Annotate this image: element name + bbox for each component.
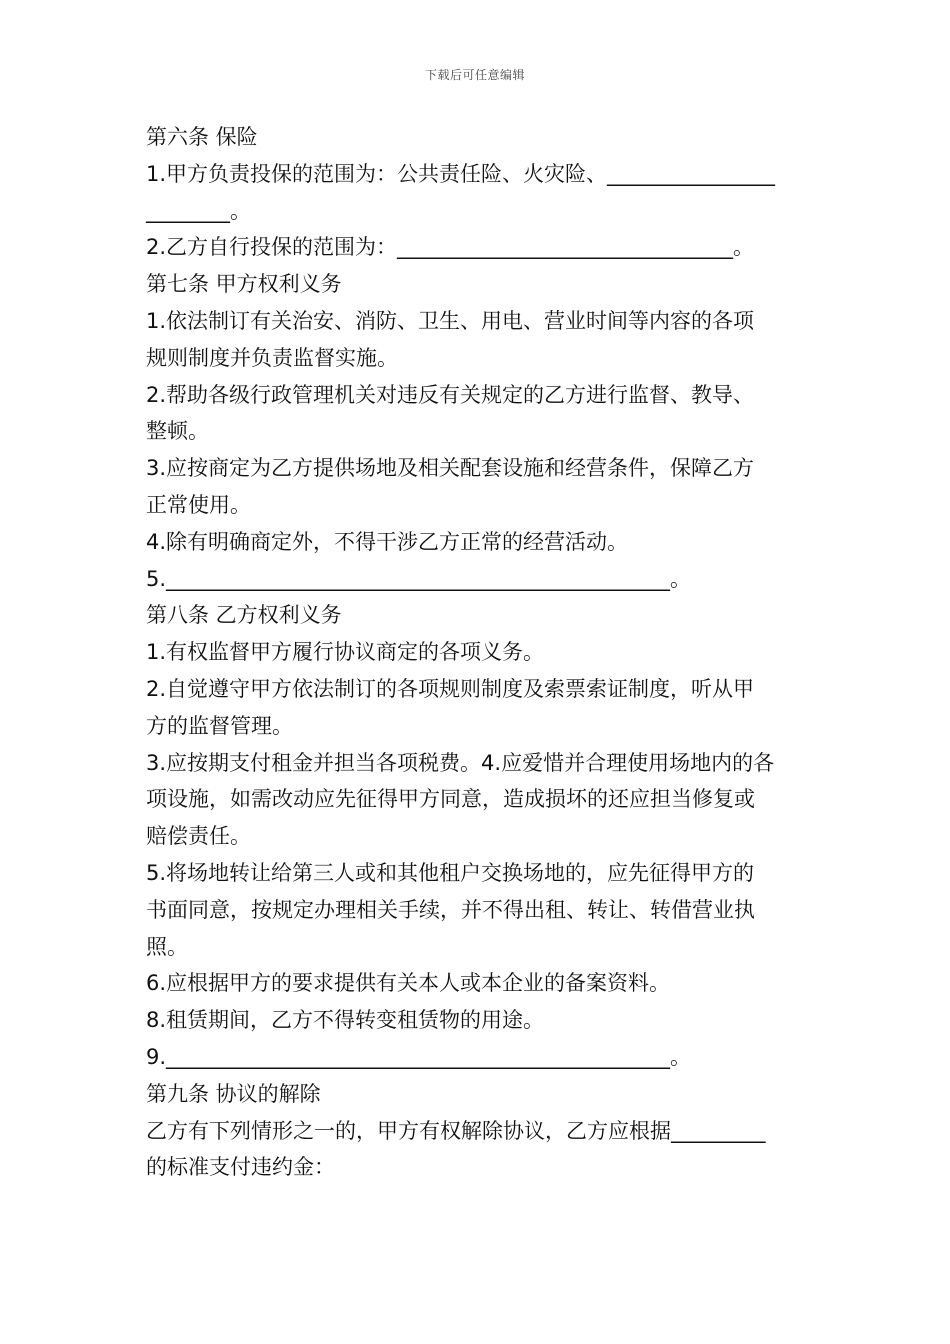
section-heading-6: 第六条 保险	[146, 125, 258, 149]
paragraph-line: 整顿。	[146, 419, 209, 444]
paragraph-line: 2.乙方自行投保的范围为：________________________________。	[146, 235, 755, 260]
paragraph-line: 乙方有下列情形之一的，甲方有权解除协议，乙方应根据_________	[146, 1118, 766, 1143]
paragraph-line: 1.甲方负责投保的范围为：公共责任险、火灾险、________________	[146, 161, 776, 186]
paragraph-line: ________。	[146, 198, 251, 223]
page-header: 下载后可任意编辑	[424, 68, 525, 82]
paragraph-line: 3.应按期支付租金并担当各项税费。4.应爱惜并合理使用场地内的各	[146, 750, 775, 775]
paragraph-line: 2.帮助各级行政管理机关对违反有关规定的乙方进行监督、教导、	[146, 382, 755, 407]
paragraph-line: 2.自觉遵守甲方依法制订的各项规则制度及索票索证制度，听从甲	[146, 676, 755, 701]
paragraph-line: 书面同意，按规定办理相关手续，并不得出租、转让、转借营业执	[146, 897, 755, 922]
section-heading-7: 第七条 甲方权利义务	[146, 272, 342, 297]
paragraph-line: 1.依法制订有关治安、消防、卫生、用电、营业时间等内容的各项	[146, 308, 755, 333]
section-heading-9: 第九条 协议的解除	[146, 1081, 321, 1106]
paragraph-line: 正常使用。	[146, 492, 251, 517]
paragraph-line: 8.租赁期间，乙方不得转变租赁物的用途。	[146, 1008, 545, 1033]
paragraph-line: 照。	[146, 934, 188, 959]
document-body	[146, 119, 808, 1186]
paragraph-line: 方的监督管理。	[146, 713, 293, 738]
paragraph-line: 4.除有明确商定外，不得干涉乙方正常的经营活动。	[146, 529, 629, 554]
paragraph-line: 规则制度并负责监督实施。	[146, 345, 398, 370]
paragraph-line: 3.应按商定为乙方提供场地及相关配套设施和经营条件，保障乙方	[146, 456, 755, 481]
paragraph-line: 9.________________________________________________。	[146, 1044, 692, 1069]
paragraph-line: 1.有权监督甲方履行协议商定的各项义务。	[146, 640, 545, 665]
paragraph-line: 6.应根据甲方的要求提供有关本人或本企业的备案资料。	[146, 971, 671, 996]
paragraph-line: 5.将场地转让给第三人或和其他租户交换场地的，应先征得甲方的	[146, 860, 755, 885]
paragraph-line: 的标准支付违约金：	[146, 1155, 335, 1180]
paragraph-line: 项设施，如需改动应先征得甲方同意，造成损坏的还应担当修复或	[146, 787, 755, 812]
paragraph-line: 赔偿责任。	[146, 824, 251, 849]
paragraph-line: 5.________________________________________________。	[146, 566, 692, 591]
section-heading-8: 第八条 乙方权利义务	[146, 603, 342, 628]
